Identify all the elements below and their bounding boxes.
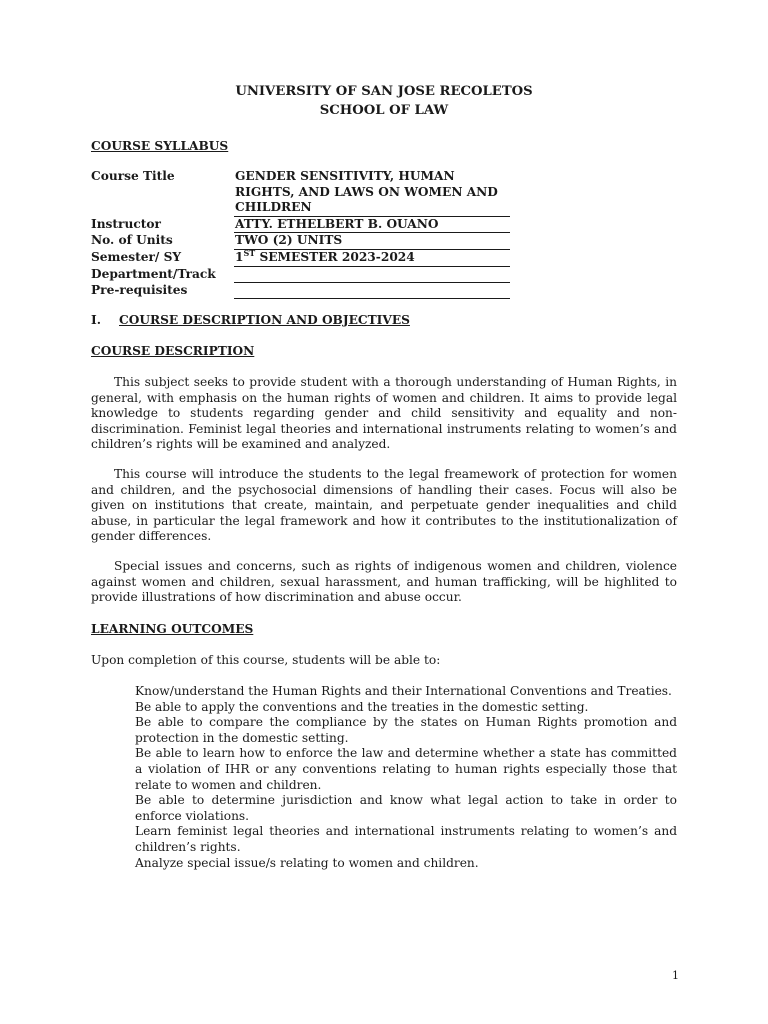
section-number: I. [91,313,101,327]
list-item: Analyze special issue/s relating to women and children. [135,855,479,870]
description-paragraph-1: This subject seeks to provide student with a thorough understanding of Human Rights, in general, with emphasis on the human rights of women and children. It aims to provide legal knowledge to students regarding gender and child sensitivity and equality and non-discrimination. Feminist legal theories and international instruments relating to women’s and children’s rights will be examined and analyzed. [91,375,677,452]
info-row-department [91,267,521,283]
department-value [234,267,510,283]
info-row-semester [91,247,521,267]
description-paragraph-3: Special issues and concerns, such as rights of indigenous women and children, violence against women and children, sexual harassment, and human trafficking, will be highlited to provide illustrations of how discrimination and abuse occur. [91,559,677,605]
semester-label: Semester/ SY [91,249,182,264]
course-description-heading: COURSE DESCRIPTION [91,344,255,358]
document-header [0,82,768,120]
list-item: Learn feminist legal theories and international instruments relating to women’s and children’s rights. [135,824,677,854]
section-title: COURSE DESCRIPTION AND OBJECTIVES [119,313,410,327]
info-row-prerequisites [91,283,521,299]
info-row-course-title [91,169,521,217]
semester-value [234,247,510,267]
learning-outcomes-intro: Upon completion of this course, students will be able to: [91,653,441,667]
prerequisites-label: Pre-requisites [91,282,188,297]
course-title-value: GENDER SENSITIVITY, HUMAN RIGHTS, AND LAWS ON WOMEN AND CHILDREN [234,169,510,217]
instructor-label: Instructor [91,216,161,231]
list-item: Know/understand the Human Rights and their International Conventions and Treaties. [135,684,672,698]
units-label: No. of Units [91,233,173,248]
department-label: Department/Track [91,266,216,281]
school-name: SCHOOL OF LAW [319,103,449,118]
info-row-units [91,233,521,250]
prerequisites-value [234,283,510,299]
list-item: Be able to determine jurisdiction and know what legal action to take in order to enforce violations. [135,793,677,823]
info-row-instructor [91,217,521,234]
semester-text: SEMESTER 2023-2024 [255,249,415,264]
list-item: Be able to compare the compliance by the states on Human Rights promotion and protection in the domestic setting. [135,715,677,745]
course-info-table [91,169,521,299]
instructor-value: ATTY. ETHELBERT B. OUANO [234,217,510,234]
course-syllabus-heading: COURSE SYLLABUS [91,139,229,153]
page-number: 1 [672,969,679,982]
course-title-label: Course Title [91,169,175,183]
university-name: UNIVERSITY OF SAN JOSE RECOLETOS [235,84,533,99]
description-paragraph-2: This course will introduce the students to the legal freamework of protection for women and children, and the psychosocial dimensions of handling their cases. Focus will also be given on institutions that create, maintain, and perpetuate gender inequalities and child abuse, in particular the legal framework and how it contributes to the institutionalization of gender differences. [91,467,677,544]
semester-ordinal-suffix: ST [243,247,256,258]
learning-outcomes-list [135,684,677,871]
list-item: Be able to learn how to enforce the law and determine whether a state has committed a violation of IHR or any conventions relating to human rights especially those that relate to women and children. [135,746,677,792]
section-i-heading [91,313,410,329]
learning-outcomes-heading: LEARNING OUTCOMES [91,622,254,636]
semester-number: 1 [235,249,244,264]
list-item: Be able to apply the conventions and the treaties in the domestic setting. [135,699,589,714]
units-value: TWO (2) UNITS [234,233,510,250]
